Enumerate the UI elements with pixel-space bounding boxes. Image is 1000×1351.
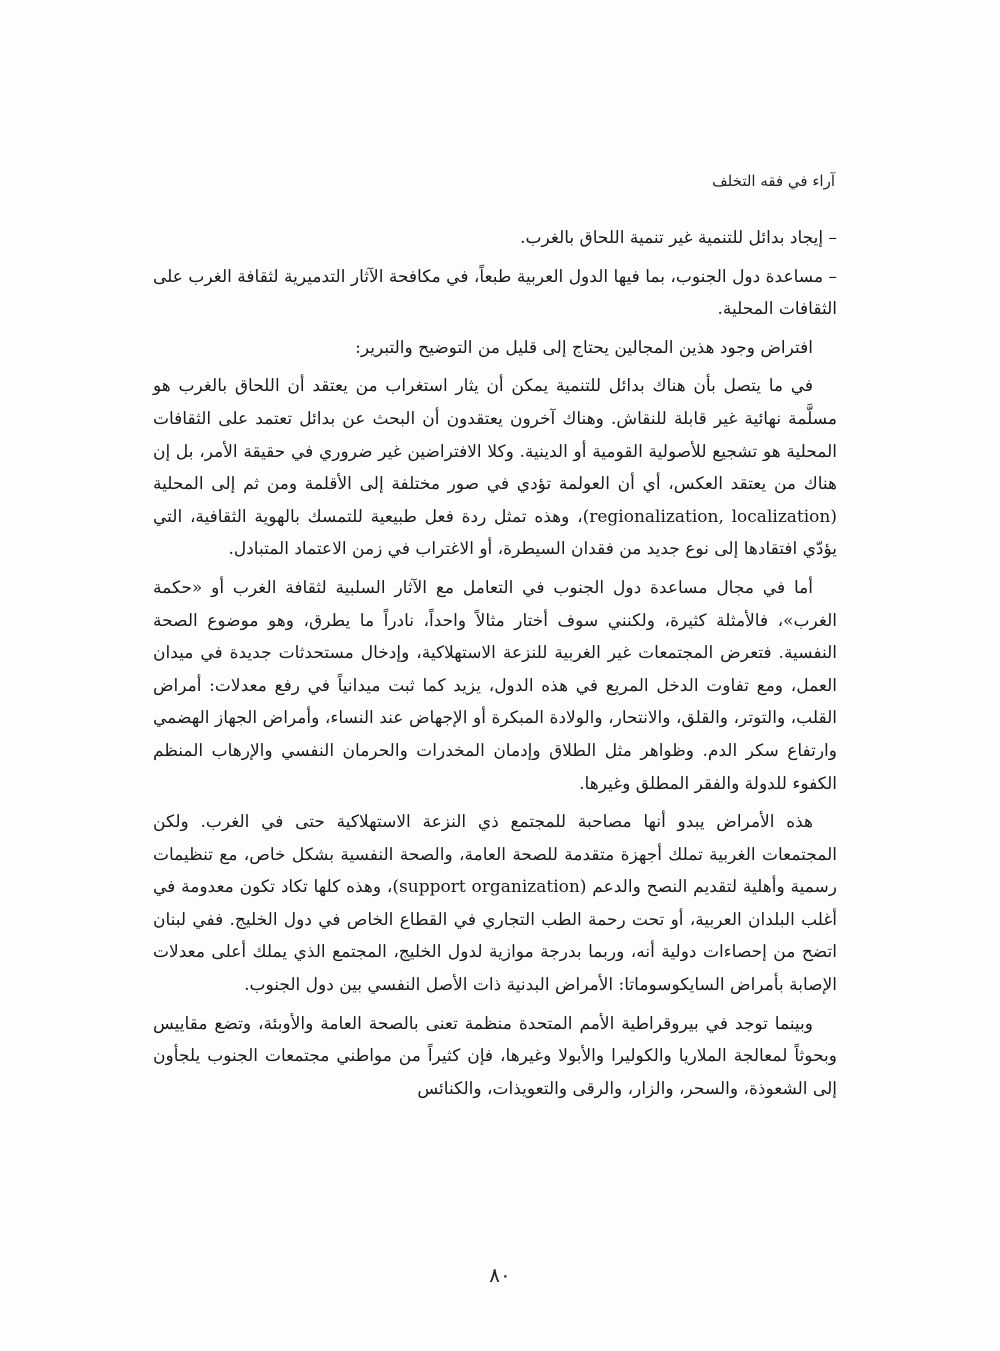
- paragraph-intro: افتراض وجود هذين المجالين يحتاج إلى قليل من التوضيح والتبرير:: [355, 337, 813, 358]
- running-header: آراء في فقه التخلف: [712, 172, 835, 190]
- paragraph-mental-health: أما في مجال مساعدة دول الجنوب في التعامل مع الآثار السلبية لثقافة الغرب أو «حكمة الغرب»، فالأمثلة كثيرة، ولكنني سوف أختار مثالاً واحداً، نادراً ما يطرق، وهو موضوع الصحة النفسية. فتعرض المجتمعات غير الغربية للنزعة الاستهلاكية، وإدخال مستحدثات جديدة في ميدان العمل، ومع تفاوت الدخل المريع في هذه الدول، يزيد كما ثبت ميدانياً في رفع معدلات: أمراض القلب، والتوتر، والقلق، والانتحار، والولادة المبكرة أو الإجهاض عند النساء، وأمراض الجهاز الهضمي وارتفاع سكر الدم. وظواهر مثل الطلاق وإدمان المخدرات والحرمان النفسي والإرهاب المنظم الكفوء للدولة والفقر المطلق وغيرها.: [153, 577, 837, 794]
- bullet-item-assist-south: – مساعدة دول الجنوب، بما فيها الدول العربية طبعاً، في مكافحة الآثار التدميرية لثقافة الغرب على الثقافات المحلية.: [153, 266, 837, 320]
- paragraph-consumerism-diseases: هذه الأمراض يبدو أنها مصاحبة للمجتمع ذي النزعة الاستهلاكية حتى في الغرب. ولكن المجتمعات الغربية تملك أجهزة متقدمة للصحة العامة، والصحة النفسية بشكل خاص، مع تنظيمات رسمية وأهلية لتقديم النصح والدعم (support organization)، وهذه كلها تكاد تكون معدومة في أغلب البلدان العربية، أو تحت رحمة الطب التجاري في القطاع الخاص في دول الخليج. ففي لبنان اتضح من إحصاءات دولية أنه، وربما بدرجة موازية لدول الخليج، المجتمع الذي يملك أعلى معدلات الإصابة بأمراض السايكوسوماتا: الأمراض البدنية ذات الأصل النفسي بين دول الجنوب.: [153, 812, 838, 996]
- paragraph-development-alternatives: في ما يتصل بأن هناك بدائل للتنمية يمكن أن يثار استغراب من يعتقد أن اللحاق بالغرب هو مسلَّمة نهائية غير قابلة للنقاش. وهناك آخرون يعتقدون أن البحث عن بدائل تعتمد على الثقافات المحلية هو تشجيع للأصولية القومية أو الدينية. وكلا الافتراضين غير ضروري في حقيقة الأمر، بل إن هناك من يعتقد العكس، أي أن العولمة تؤدي في صور مختلفة إلى الأقلمة ومن ثم إلى المحلية (regionalization, localization)، وهذه تمثل ردة فعل طبيعية للتمسك بالهوية الثقافية، التي يؤدّي افتقادها إلى نوع جديد من فقدان السيطرة، أو الاغتراب في زمن الاعتماد المتبادل.: [153, 376, 837, 560]
- page-number: ٨٠: [489, 1263, 511, 1287]
- bullet-item-alternatives: – إيجاد بدائل للتنمية غير تنمية اللحاق بالغرب.: [520, 228, 837, 248]
- paragraph-un-bureaucracy: وبينما توجد في بيروقراطية الأمم المتحدة منظمة تعنى بالصحة العامة والأوبئة، وتضع مقاييس وبحوثاً لمعالجة الملاريا والكوليرا والأبولا وغيرها، فإن كثيراً من مواطني مجتمعات الجنوب يلجأون إلى الشعوذة، والسحر، والزار، والرقى والتعويذات، والكنائس: [153, 1013, 837, 1099]
- body-text: [153, 222, 837, 1111]
